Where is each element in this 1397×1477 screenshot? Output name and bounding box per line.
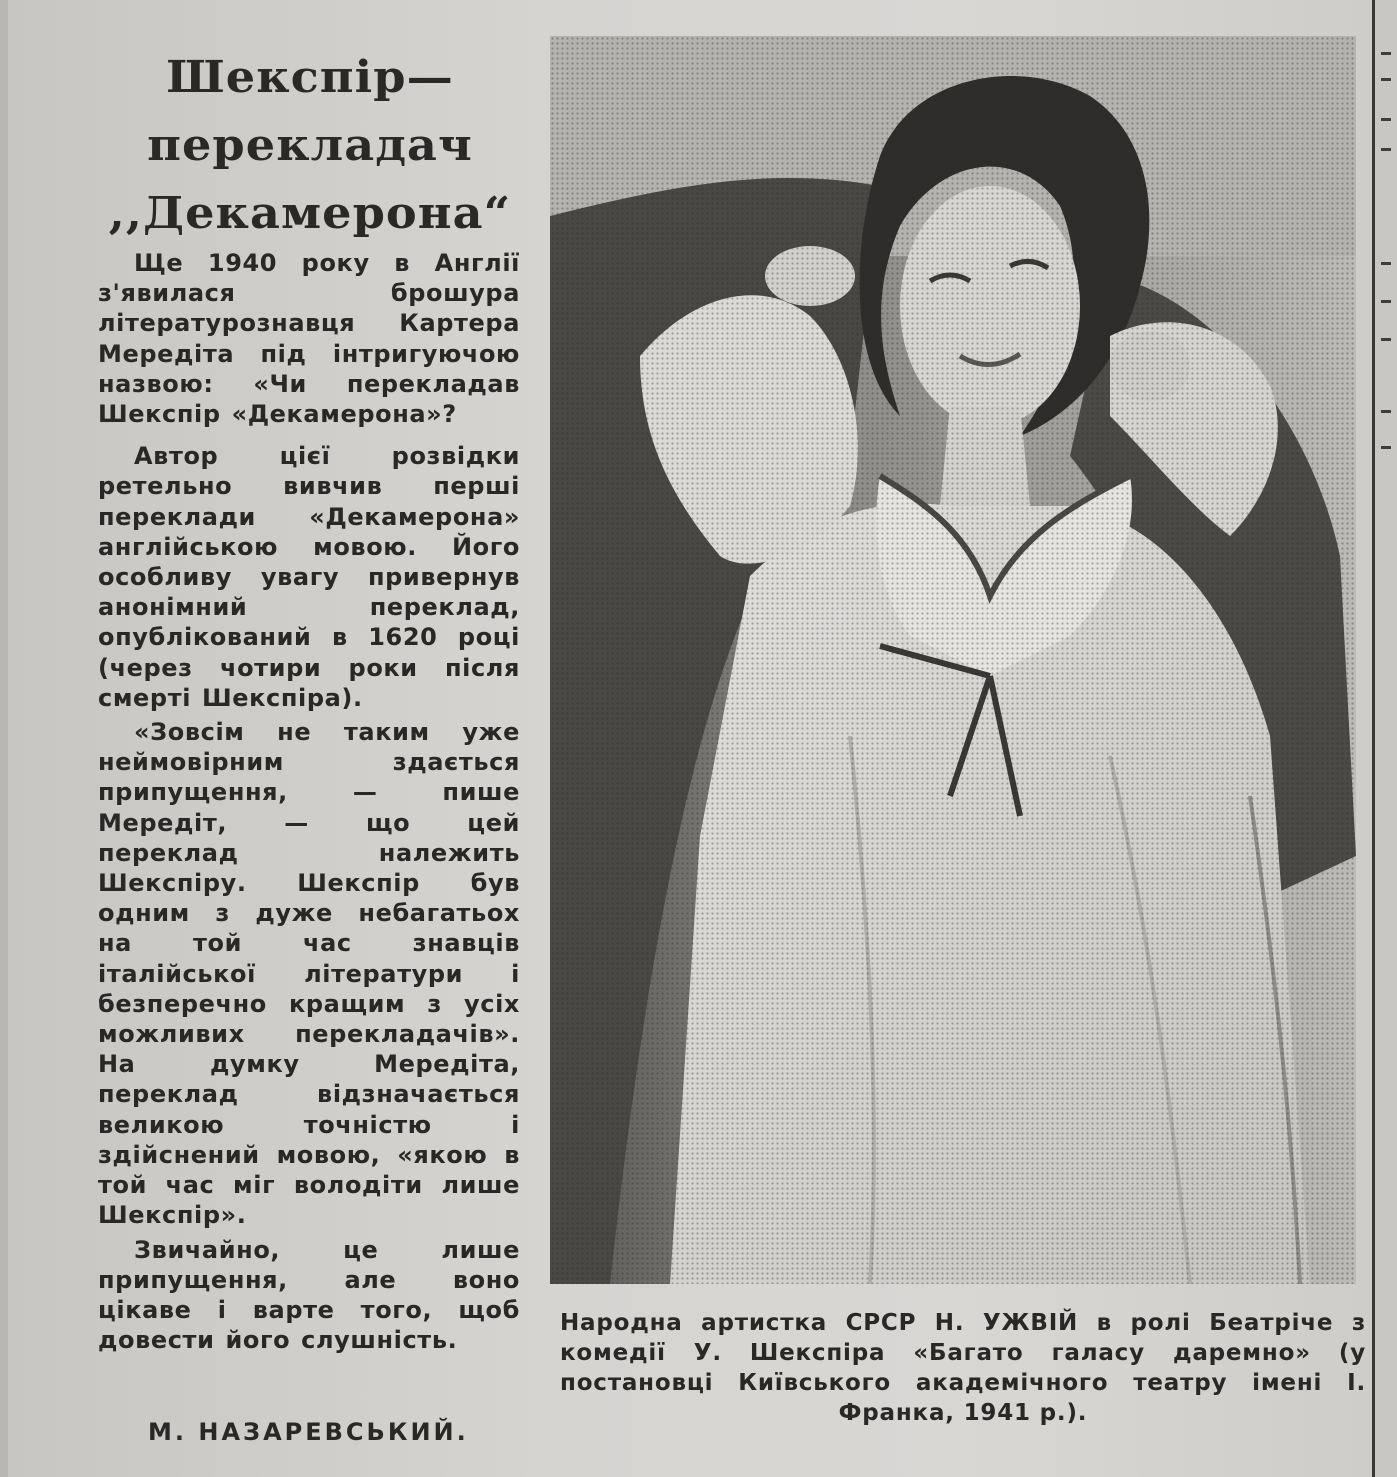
article-paragraph: «Зовсім не таким уже неймовірним здається припущення, — пише Мередіт, — що цей переклад належить Шекспіру. Шекспір був одним з дуже небагатьох на той час знавців італійської літератури і безперечно кращим з усіх можливих перекладачів». На думку Мередіта, переклад відзначається великою точністю і здійснений мовою, «якою в той час міг володіти лише Шекспір». (98, 718, 520, 1230)
headline-line-3: ,,Декамерона“ (108, 188, 512, 239)
article-paragraph: Автор цієї розвідки ретельно вивчив перші переклади «Декамерона» англійською мовою. Його особливу увагу привернув анонімний переклад, опублікований в 1620 році (через чотири роки після смерті Шекспіра). (98, 442, 520, 712)
article-body (98, 248, 520, 1367)
headline-line-1: Шекспір— (166, 52, 454, 103)
article-headline (79, 44, 541, 248)
article-paragraph: Ще 1940 року в Англії з'явилася брошура літературознавця Картера Мередіта під інтригуючою назвою: «Чи перекладав Шекспір «Декамерона»? (98, 249, 520, 429)
adjacent-column-edge (1375, 0, 1397, 1477)
article-paragraph: Звичайно, це лише припущення, але воно цікаве і варте того, щоб довести його слушність. (98, 1235, 520, 1355)
photo-illustration (550, 36, 1356, 1284)
article-author: М. НАЗАРЕВСЬКИЙ. (148, 1418, 469, 1446)
headline-line-2: перекладач (147, 120, 473, 171)
page-gutter (0, 0, 8, 1477)
actress-photo (550, 36, 1356, 1284)
photo-caption: Народна артистка СРСР Н. УЖВІЙ в ролі Беатріче з комедії У. Шекспіра «Багато галасу даремно» (у постановці Київського академічного театру імені І. Франка, 1941 р.). (560, 1310, 1366, 1426)
